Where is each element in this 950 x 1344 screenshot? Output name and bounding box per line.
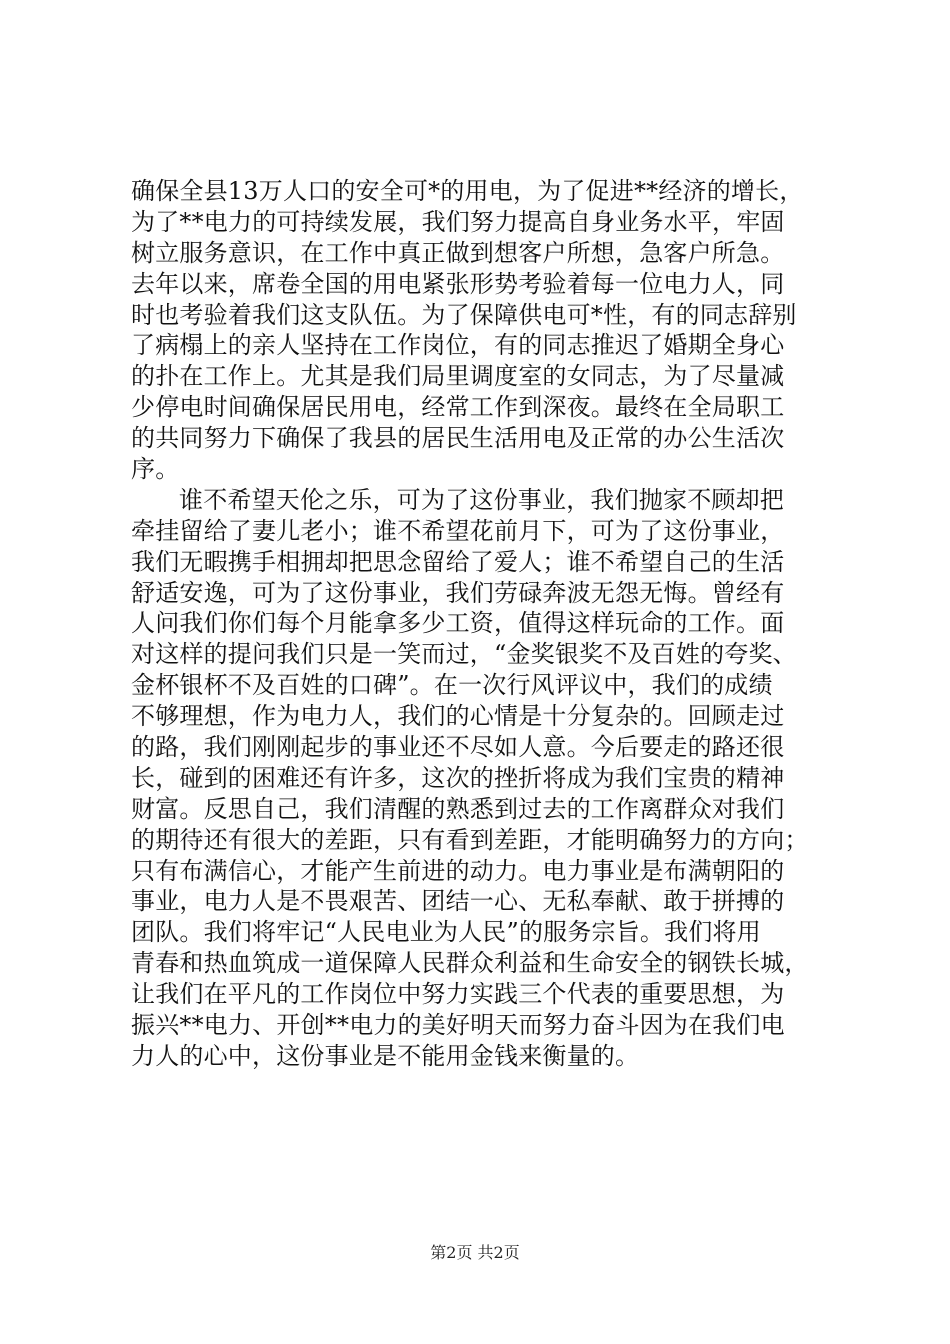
- text-line: 树立服务意识，在工作中真正做到想客户所想，急客户所急。: [131, 238, 785, 267]
- text-line: 团队。我们将牢记“人民电业为人民”的服务宗旨。我们将用: [131, 918, 761, 947]
- paragraph-2: [131, 485, 831, 1072]
- text-line: 舒适安逸，可为了这份事业，我们劳碌奔波无怨无悔。曾经有: [131, 578, 785, 607]
- paragraph-1: [131, 176, 831, 485]
- text-line: 牵挂留给了妻儿老小；谁不希望花前月下，可为了这份事业，: [131, 516, 785, 545]
- text-line: 确保全县13万人口的安全可*的用电，为了促进**经济的增长，: [131, 177, 804, 205]
- text-line: 去年以来，席卷全国的用电紧张形势考验着每一位电力人，同: [131, 269, 785, 298]
- text-line: 金杯银杯不及百姓的口碑”。在一次行风评议中，我们的成绩: [131, 671, 773, 700]
- document-body: [131, 176, 831, 1072]
- text-line: 时也考验着我们这支队伍。为了保障供电可*性，有的同志辞别: [131, 300, 797, 329]
- text-line: 振兴**电力、开创**电力的美好明天而努力奋斗因为在我们电: [131, 1011, 785, 1040]
- text-line: 的路，我们刚刚起步的事业还不尽如人意。今后要走的路还很: [131, 733, 785, 762]
- text-line: 谁不希望天伦之乐，可为了这份事业，我们抛家不顾却把: [179, 485, 784, 514]
- text-line: 只有布满信心，才能产生前进的动力。电力事业是布满朝阳的: [131, 856, 785, 885]
- text-line: 财富。反思自己，我们清醒的熟悉到过去的工作离群众对我们: [131, 794, 785, 823]
- text-line: 对这样的提问我们只是一笑而过，“金奖银奖不及百姓的夸奖、: [131, 640, 797, 669]
- text-line: 力人的心中，这份事业是不能用金钱来衡量的。: [131, 1041, 640, 1070]
- text-line: 让我们在平凡的工作岗位中努力实践三个代表的重要思想，为: [131, 980, 785, 1009]
- text-line: 长，碰到的困难还有许多，这次的挫折将成为我们宝贵的精神: [131, 763, 785, 792]
- page-footer: 第2页 共2页: [430, 1243, 520, 1262]
- text-line: 我们无暇携手相拥却把思念留给了爱人；谁不希望自己的生活: [131, 547, 785, 576]
- text-line: 的期待还有很大的差距，只有看到差距，才能明确努力的方向；: [131, 825, 809, 854]
- text-line: 青春和热血筑成一道保障人民群众利益和生命安全的钢铁长城，: [131, 949, 809, 978]
- text-line: 少停电时间确保居民用电，经常工作到深夜。最终在全局职工: [131, 393, 785, 422]
- text-line: 事业，电力人是不畏艰苦、团结一心、无私奉献、敢于拼搏的: [131, 887, 785, 916]
- text-line: 不够理想，作为电力人，我们的心情是十分复杂的。回顾走过: [131, 702, 785, 731]
- text-line: 人问我们你们每个月能拿多少工资，值得这样玩命的工作。面: [131, 609, 785, 638]
- text-line: 为了**电力的可持续发展，我们努力提高自身业务水平，牢固: [131, 207, 785, 236]
- text-line: 的扑在工作上。尤其是我们局里调度室的女同志，为了尽量减: [131, 362, 785, 391]
- text-line: 的共同努力下确保了我县的居民生活用电及正常的办公生活次: [131, 424, 785, 453]
- text-line: 了病榻上的亲人坚持在工作岗位，有的同志推迟了婚期全身心: [131, 331, 785, 360]
- text-line: 序。: [131, 455, 180, 484]
